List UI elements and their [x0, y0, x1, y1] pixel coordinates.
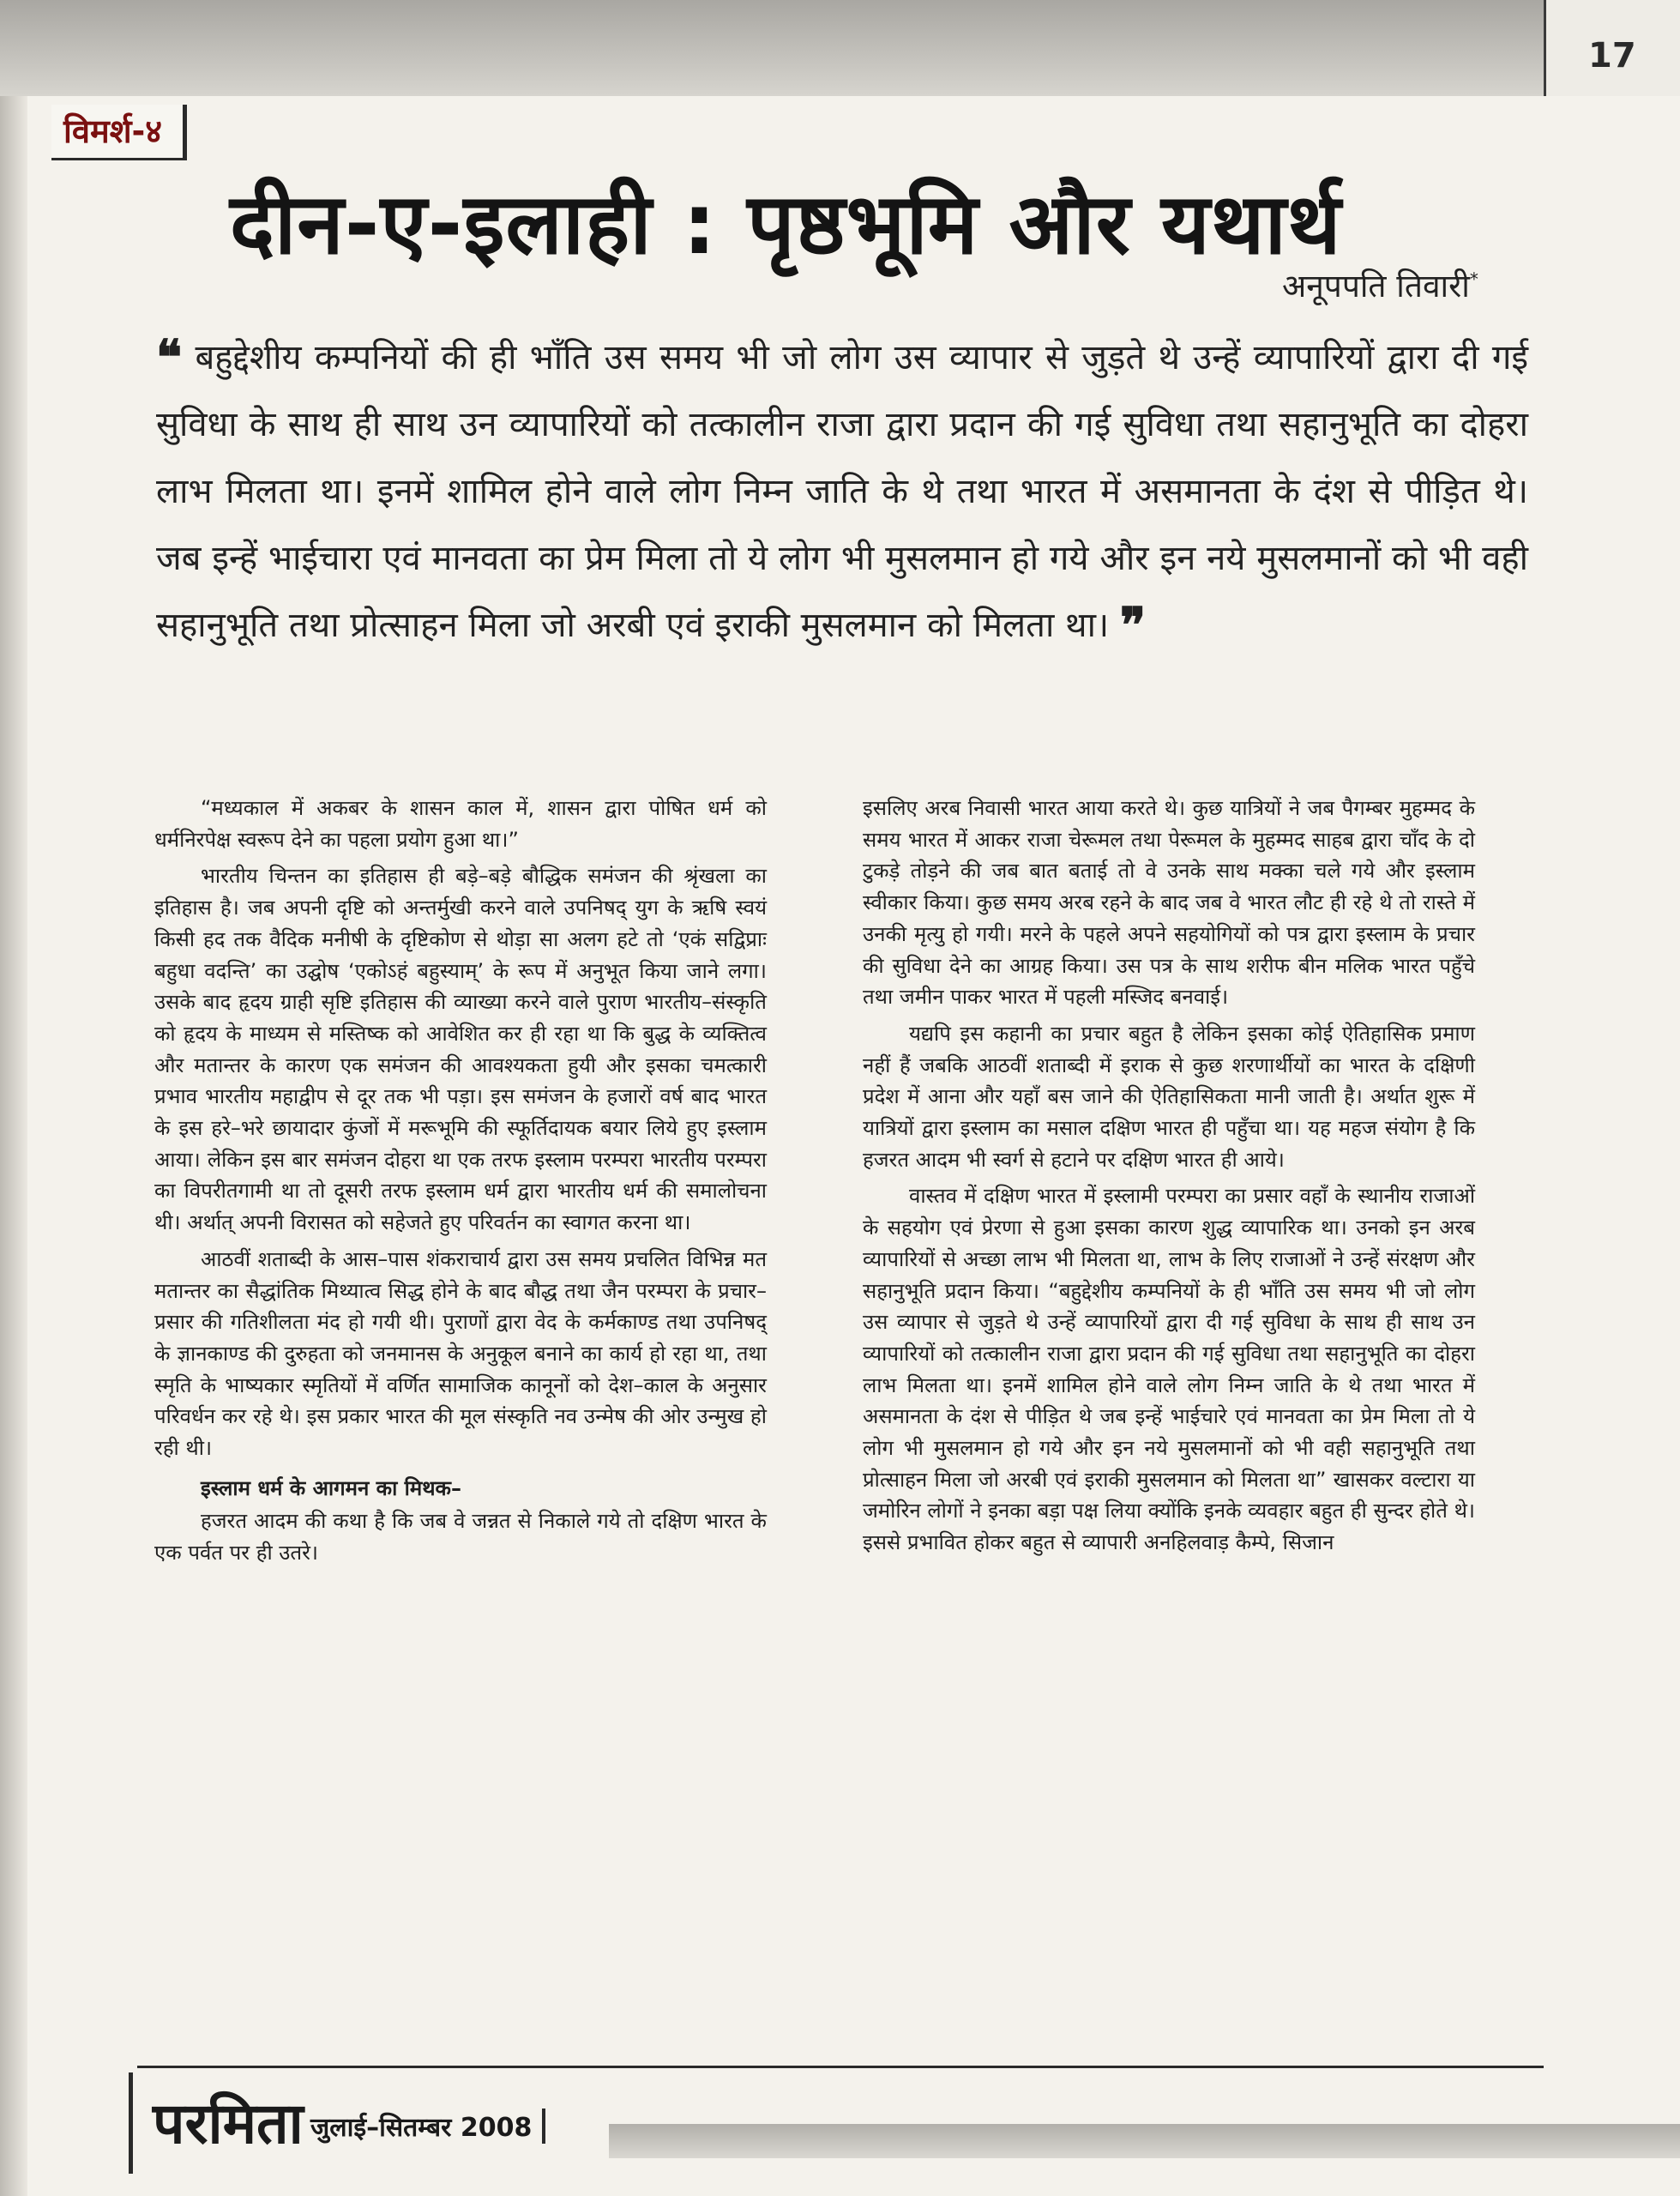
author-line	[1282, 262, 1478, 306]
right-paragraph-3: वास्तव में दक्षिण भारत में इस्लामी परम्परा का प्रसार वहाँ के स्थानीय राजाओं के सहयोग एवं प्रेरणा से हुआ इसका कारण शुद्ध व्यापारिक था। उनको इन अरब व्यापारियों से अच्छा लाभ भी मिलता था, लाभ के लिए राजाओं ने उन्हें संरक्षण और सहानुभूति प्रदान किया। “बहुद्देशीय कम्पनियों के ही भाँति उस समय भी जो लोग उस व्यापार से जुड़ते थे उन्हें व्यापारियों द्वारा दी गई सुविधा के साथ ही साथ उन व्यापारियों को तत्कालीन राजा द्वारा प्रदान की गई सुविधा तथा सहानुभूति का दोहरा लाभ मिलता था। इनमें शामिल होने वाले लोग निम्न जाति के थे तथा भारत में असमानता के दंश से पीड़ित थे जब इन्हें भाईचारे एवं मानवता का प्रेम मिला तो ये लोग भी मुसलमान हो गये और इन नये मुसलमानों को भी वही सहानुभूति तथा प्रोत्साहन मिला जो अरबी एवं इराकी मुसलमान को मिलता था” खासकर वल्टारा या जमोरिन लोगों ने इनका बड़ा पक्ष लिया क्योंकि इनके व्यवहार बहुत ही सुन्दर होते थे। इससे प्रभावित होकर बहुत से व्यापारी अनहिलवाड़ कैम्पे, सिजान	[863, 1184, 1475, 1555]
section-tag: विमर्श-४	[51, 105, 187, 160]
left-paragraph-1: “मध्यकाल में अकबर के शासन काल में, शासन द्वारा पोषित धर्म को धर्मनिरपेक्ष स्वरूप देने का पहला प्रयोग हुआ था।”	[154, 796, 767, 852]
section-subheading: इस्लाम धर्म के आगमन का मिथक–	[201, 1475, 461, 1500]
issue-date: जुलाई–सितम्बर 2008	[310, 2109, 545, 2144]
left-paragraph-3: आठवीं शताब्दी के आस–पास शंकराचार्य द्वारा उस समय प्रचलित विभिन्न मत मतान्तर का सैद्धांतिक मिथ्यात्व सिद्ध होने के बाद बौद्ध तथा जैन परम्परा के प्रचार–प्रसार की गतिशीलता मंद हो गयी थी। पुराणों द्वारा वेद के कर्मकाण्ड तथा उपनिषद् के ज्ञानकाण्ड की दुरुहता को जनमानस के अनुकूल बनाने का कार्य हो रहा था, तथा स्मृति के भाष्यकार स्मृतियों में वर्णित सामाजिक कानूनों को देश–काल के अनुसार परिवर्धन कर रहे थे। इस प्रकार भारत की मूल संस्कृति नव उन्मेष की ओर उन्मुख हो रही थी।	[154, 1246, 767, 1461]
close-quote-icon: ❞	[1119, 597, 1146, 654]
author-name: अनूपपति तिवारी	[1282, 268, 1470, 305]
header-band	[0, 0, 1544, 96]
pull-quote-text: बहुद्देशीय कम्पनियों की ही भाँति उस समय भी जो लोग उस व्यापार से जुड़ते थे उन्हें व्यापारियों द्वारा दी गई सुविधा के साथ ही साथ उन व्यापारियों को तत्कालीन राजा द्वारा प्रदान की गई सुविधा तथा सहानुभूति का दोहरा लाभ मिलता था। इनमें शामिल होने वाले लोग निम्न जाति के थे तथा भारत में असमानता के दंश से पीड़ित थे। जब इन्हें भाईचारा एवं मानवता का प्रेम मिला तो ये लोग भी मुसलमान हो गये और इन नये मुसलमानों को भी वही सहानुभूति तथा प्रोत्साहन मिला जो अरबी एवं इराकी मुसलमान को मिलता था।	[156, 338, 1528, 645]
right-paragraph-1: इसलिए अरब निवासी भारत आया करते थे। कुछ यात्रियों ने जब पैगम्बर मुहम्मद के समय भारत में आकर राजा चेरूमल तथा पेरूमल के मुहम्मद साहब द्वारा चाँद के दो टुकड़े तोड़ने की जब बात बताई तो वे उनके साथ मक्का चले गये और इस्लाम स्वीकार किया। कुछ समय अरब रहने के बाद जब वे भारत लौट ही रहे थे तो रास्ते में उनकी मृत्यु हो गयी। मरने के पहले अपने सहयोगियों को पत्र द्वारा इस्लाम के प्रचार की सुविधा देने का आग्रह किया। उस पत्र के साथ शरीफ बीन मलिक भारत पहुँचे तथा जमीन पाकर भारत में पहली मस्जिद बनवाई।	[863, 796, 1475, 1010]
pull-quote	[156, 324, 1528, 659]
article-title: दीन-ए-इलाही : पृष्ठभूमि और यथार्थ	[230, 176, 1342, 274]
right-column	[863, 793, 1475, 1564]
left-paragraph-4: हजरत आदम की कथा है कि जब वे जन्नत से निकाले गये तो दक्षिण भारत के एक पर्वत पर ही उतरे।	[154, 1509, 767, 1566]
footer-vertical-bar	[129, 2072, 133, 2174]
open-quote-icon: ❝	[156, 329, 183, 386]
right-paragraph-2: यद्यपि इस कहानी का प्रचार बहुत है लेकिन इसका कोई ऐतिहासिक प्रमाण नहीं हैं जबकि आठवीं शताब्दी में इराक से कुछ शरणार्थीयों का भारत के दक्षिणी प्रदेश में आना और यहाँ बस जाने की ऐतिहासिकता मानी जाती है। अर्थात शुरू में यात्रियों द्वारा इस्लाम का मसाल दक्षिण भारत ही पहुँचा था। यह महज संयोग है कि हजरत आदम भी स्वर्ग से हटाने पर दक्षिण भारत ही आये।	[863, 1021, 1475, 1172]
author-footnote-mark: *	[1469, 268, 1478, 290]
left-paragraph-2: भारतीय चिन्तन का इतिहास ही बड़े–बड़े बौद्धिक समंजन की श्रृंखला का इतिहास है। जब अपनी दृष्टि को अन्तर्मुखी करने वाले उपनिषद् युग के ऋषि स्वयं किसी हद तक वैदिक मनीषी के दृष्टिकोण से थोड़ा सा अलग हटे तो ‘एकं सद्विप्राः बहुधा वदन्ति’ का उद्घोष ‘एकोऽहं बहुस्याम्’ के रूप में अनुभूत किया जाने लगा। उसके बाद हृदय ग्राही सृष्टि इतिहास की व्याख्या करने वाले पुराण भारतीय–संस्कृति को हृदय के माध्यम से मस्तिष्क को आवेशित कर ही रहा था कि बुद्ध के व्यक्तित्व और मतान्तर के कारण एक समंजन की आवश्यकता हुयी और इसका चमत्कारी प्रभाव भारतीय महाद्वीप से दूर तक भी पड़ा। इस समंजन के हजारों वर्ष बाद भारत के इस हरे–भरे छायादार कुंजों में मरूभूमि की स्फूर्तिदायक बयार लिये हुए इस्लाम आया। लेकिन इस बार समंजन दोहरा था एक तरफ इस्लाम परम्परा भारतीय परम्परा का विपरीतगामी था तो दूसरी तरफ इस्लाम धर्म द्वारा भारतीय धर्म की समालोचना थी। अर्थात् अपनी विरासत को सहेजते हुए परिवर्तन का स्वागत करना था।	[154, 864, 767, 1235]
page-gutter-shadow	[0, 0, 27, 2196]
journal-logo: परमिता	[153, 2090, 304, 2157]
left-column	[154, 793, 767, 1574]
page-number: 17	[1588, 36, 1636, 75]
footer-band	[609, 2124, 1680, 2158]
footer-rule	[137, 2066, 1544, 2068]
